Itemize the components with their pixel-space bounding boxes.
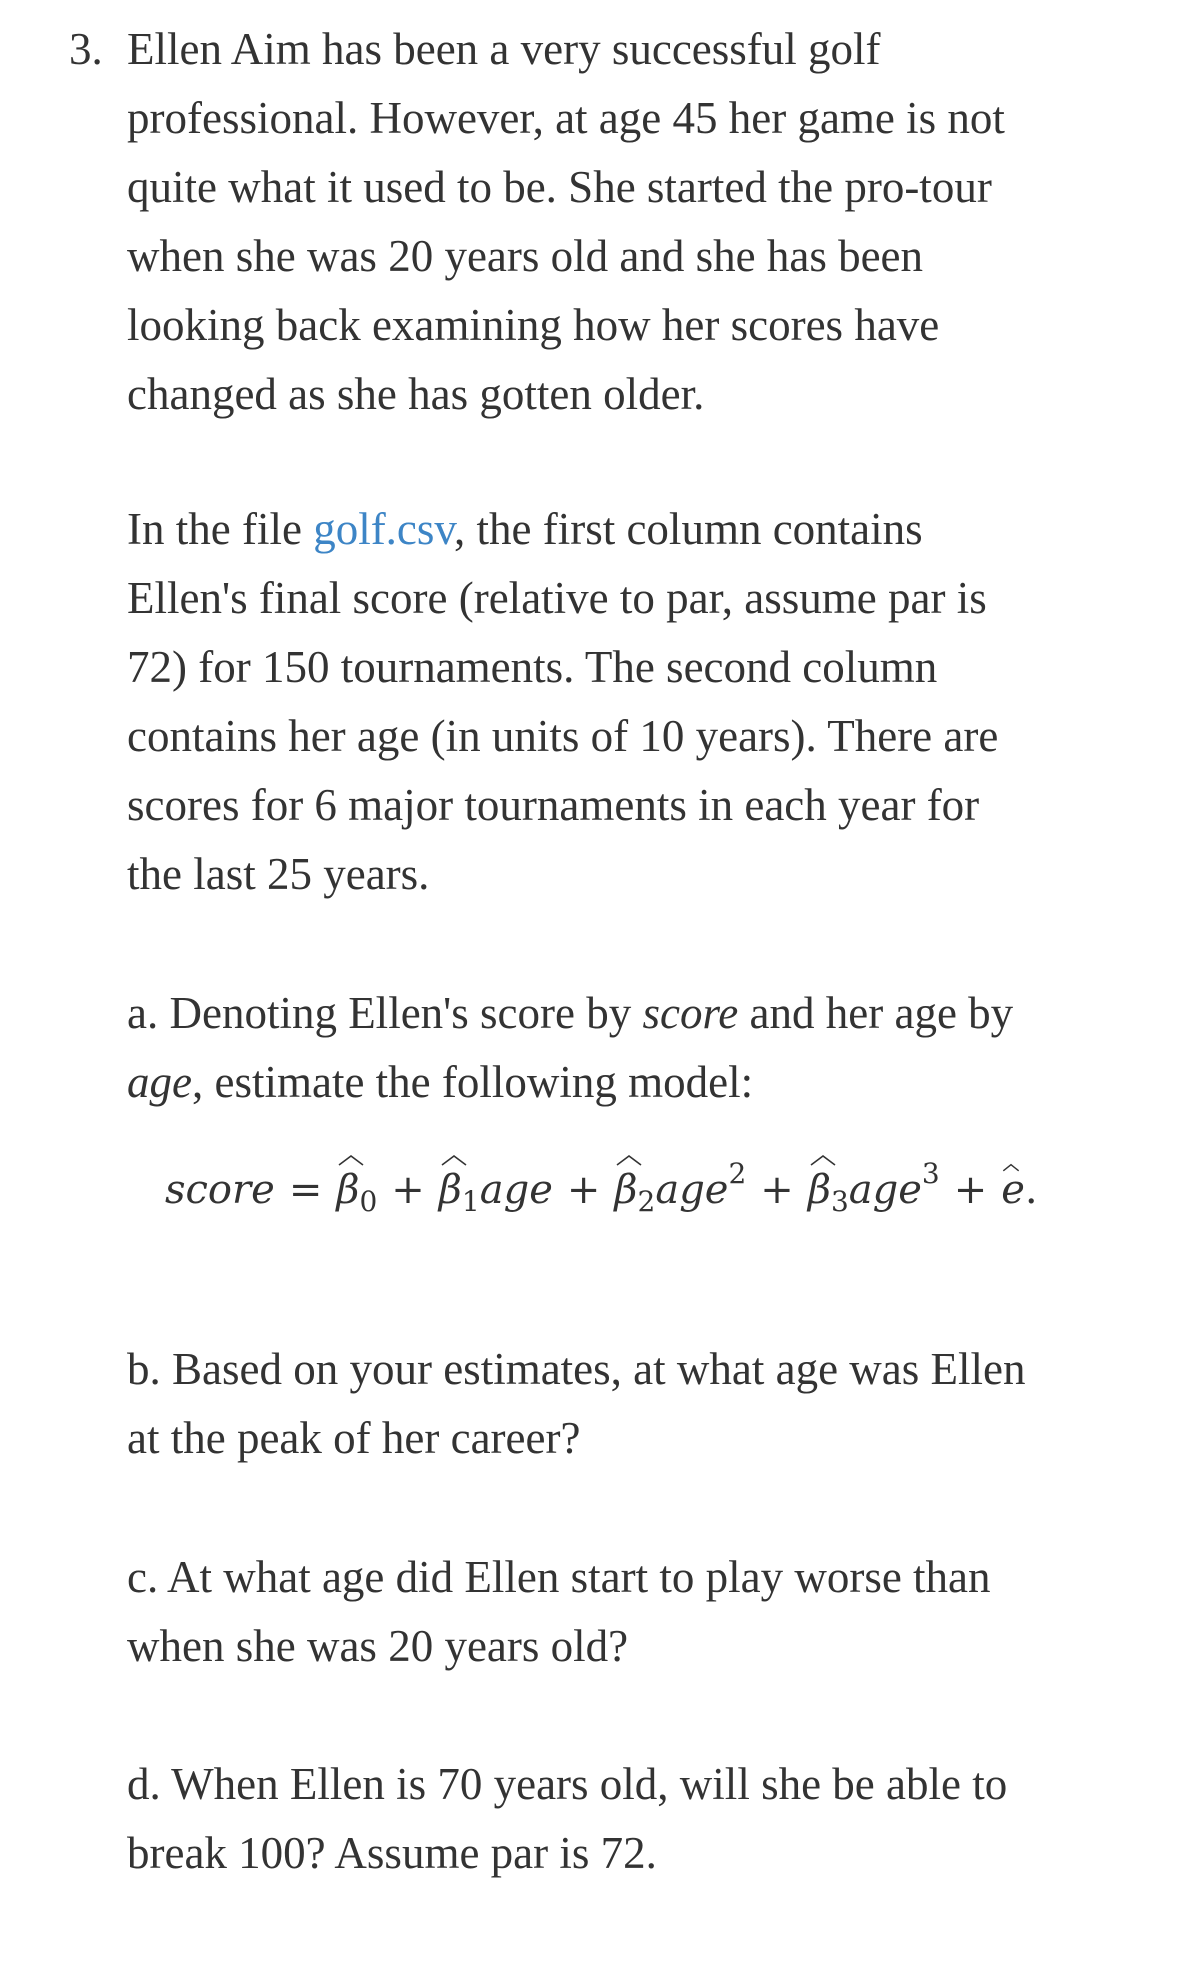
subscript: 3 [830,1185,849,1218]
exponent: 3 [921,1157,940,1190]
data-line: scores for 6 major tournaments in each year for [127,780,980,830]
golf-csv-link[interactable]: golf.csv [313,504,454,554]
part-b [127,1335,1026,1473]
intro-line: quite what it used to be. She started the pro-tour [127,162,992,212]
data-line: 72) for 150 tournaments. The second column [127,642,938,692]
beta-symbol: β [614,1167,638,1213]
age-term: age [655,1167,729,1213]
intro-line: Ellen Aim has been a very successful golf [127,24,881,74]
part-c-line: c. At what age did Ellen start to play worse than [127,1552,991,1602]
data-line: the last 25 years. [127,849,430,899]
part-a [127,979,1013,1117]
part-d-line: d. When Ellen is 70 years old, will she be able to [127,1759,1008,1809]
data-line-prefix: In the file [127,504,314,554]
hat-icon [441,1154,467,1166]
part-c [127,1543,991,1681]
exponent: 2 [728,1157,747,1190]
plus-sign: + [953,1167,988,1213]
plus-sign: + [760,1167,794,1213]
age-term: age [479,1167,553,1213]
subscript: 2 [637,1185,656,1218]
error-symbol: e [1001,1167,1025,1213]
data-line [127,495,998,564]
regression-formula [165,1157,1038,1230]
hat-icon [616,1154,642,1166]
data-line: Ellen's final score (relative to par, assume par is [127,573,987,623]
hat-icon [1001,1162,1021,1172]
part-a-text: a. Denoting Ellen's score by [127,988,643,1038]
part-b-line: b. Based on your estimates, at what age was Ellen [127,1344,1026,1394]
part-c-line: when she was 20 years old? [127,1621,629,1671]
intro-line: changed as she has gotten older. [127,369,705,419]
score-variable: score [642,988,739,1038]
intro-paragraph [127,15,1005,429]
intro-line: professional. However, at age 45 her game is not [127,93,1005,143]
hat-icon [338,1154,364,1166]
beta-symbol: β [807,1167,831,1213]
data-description-paragraph [127,495,998,909]
formula-lhs: score [165,1167,275,1213]
formula-period: . [1024,1167,1038,1213]
part-d [127,1750,1007,1888]
plus-sign: + [391,1167,425,1213]
age-variable: age [127,1057,192,1107]
error-hat [1001,1160,1025,1220]
question-number: 3. [69,24,103,74]
age-term: age [848,1167,922,1213]
subscript: 1 [461,1185,480,1218]
part-b-line: at the peak of her career? [127,1413,581,1463]
part-d-line: break 100? Assume par is 72. [127,1828,657,1878]
beta-symbol: β [336,1167,360,1213]
beta-hat-1 [439,1160,462,1220]
intro-line: looking back examining how her scores have [127,300,940,350]
subscript: 0 [359,1185,378,1218]
part-a-text: , estimate the following model: [191,1057,754,1107]
equals-sign: = [288,1167,323,1213]
part-a-line [127,1048,1013,1117]
intro-line: when she was 20 years old and she has been [127,231,924,281]
data-line: contains her age (in units of 10 years). There are [127,711,999,761]
beta-hat-0 [336,1160,359,1220]
data-line-suffix: , the first column contains [454,504,923,554]
part-a-text: and her age by [738,988,1014,1038]
beta-hat-2 [614,1160,637,1220]
part-a-line [127,979,1013,1048]
beta-hat-3 [808,1160,831,1220]
beta-symbol: β [438,1167,462,1213]
plus-sign: + [566,1167,601,1213]
hat-icon [810,1154,836,1166]
